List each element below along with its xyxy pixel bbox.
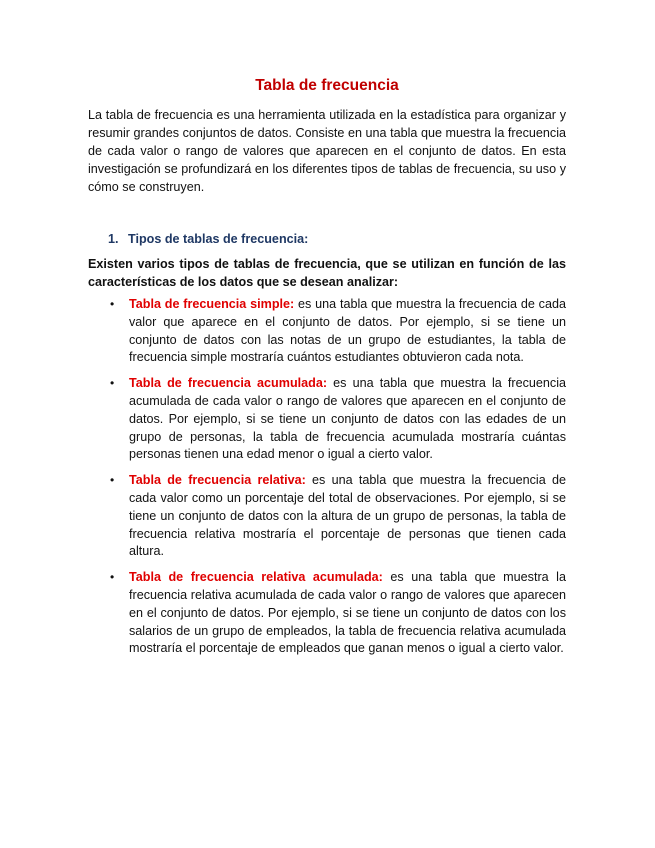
section-heading	[108, 230, 566, 248]
section-lead: Existen varios tipos de tablas de frecuencia, que se utilizan en función de las características de los datos que se desean analizar:	[88, 257, 566, 289]
item-text: es una tabla que muestra la frecuencia de cada valor como un porcentaje del total de observaciones. Por ejemplo, si se tiene un conjunto de datos con la altura de un grupo de personas, la tabla de frecuencia relativa mostraría el porcentaje de personas que tienen cada altura.	[129, 473, 566, 559]
list-item-relativa	[88, 472, 566, 561]
bullet-icon: •	[110, 570, 115, 585]
document-title: Tabla de frecuencia	[255, 77, 399, 94]
list-item-simple	[88, 296, 566, 367]
document-page	[88, 76, 566, 666]
bullet-icon: •	[110, 297, 115, 311]
item-text: es una tabla que muestra la frecuencia acumulada de cada valor o rango de valores que aparecen en el conjunto de datos. Por ejemplo, si se tiene un conjunto de datos con las edades de un grupo de personas, la tabla de frecuencia acumulada mostraría cuántas personas tienen una edad menor o igual a cierto valor.	[129, 376, 567, 462]
item-text: es una tabla que muestra la frecuencia relativa acumulada de cada valor o rango de valores que aparecen en el conjunto de datos. Por ejemplo, si se tiene un conjunto de datos con los salarios de un grupo de empleados, la tabla de frecuencia relativa acumulada mostraría el porcentaje de empleados que ganan menos o igual a cierto valor.	[129, 570, 566, 656]
bullet-icon: •	[110, 376, 115, 391]
bullet-icon: •	[110, 473, 115, 488]
intro-paragraph: La tabla de frecuencia es una herramienta utilizada en la estadística para organizar y resumir grandes conjuntos de datos. Consiste en una tabla que muestra la frecuencia de cada valor o rango de valores que aparecen en el conjunto de datos. En esta investigación se profundizará en los diferentes tipos de tablas de frecuencia, su uso y cómo se construyen.	[88, 108, 566, 194]
item-term: Tabla de frecuencia acumulada:	[129, 376, 328, 391]
item-term: Tabla de frecuencia simple:	[129, 297, 295, 311]
section-number: 1.	[108, 232, 119, 246]
list-item-relativa-acumulada	[88, 569, 566, 658]
frequency-types-list	[88, 296, 566, 658]
item-term: Tabla de frecuencia relativa:	[129, 473, 306, 488]
list-item-acumulada	[88, 375, 566, 464]
item-term: Tabla de frecuencia relativa acumulada:	[129, 570, 383, 585]
item-text: es una tabla que muestra la frecuencia de cada valor que aparece en el conjunto de datos. Por ejemplo, si se tiene un conjunto de datos con las notas de un grupo de estudiantes, la tabla de frecuencia simple mostraría cuántos estudiantes obtuvieron cada nota.	[129, 297, 566, 365]
section-heading-text: Tipos de tablas de frecuencia:	[128, 232, 309, 246]
